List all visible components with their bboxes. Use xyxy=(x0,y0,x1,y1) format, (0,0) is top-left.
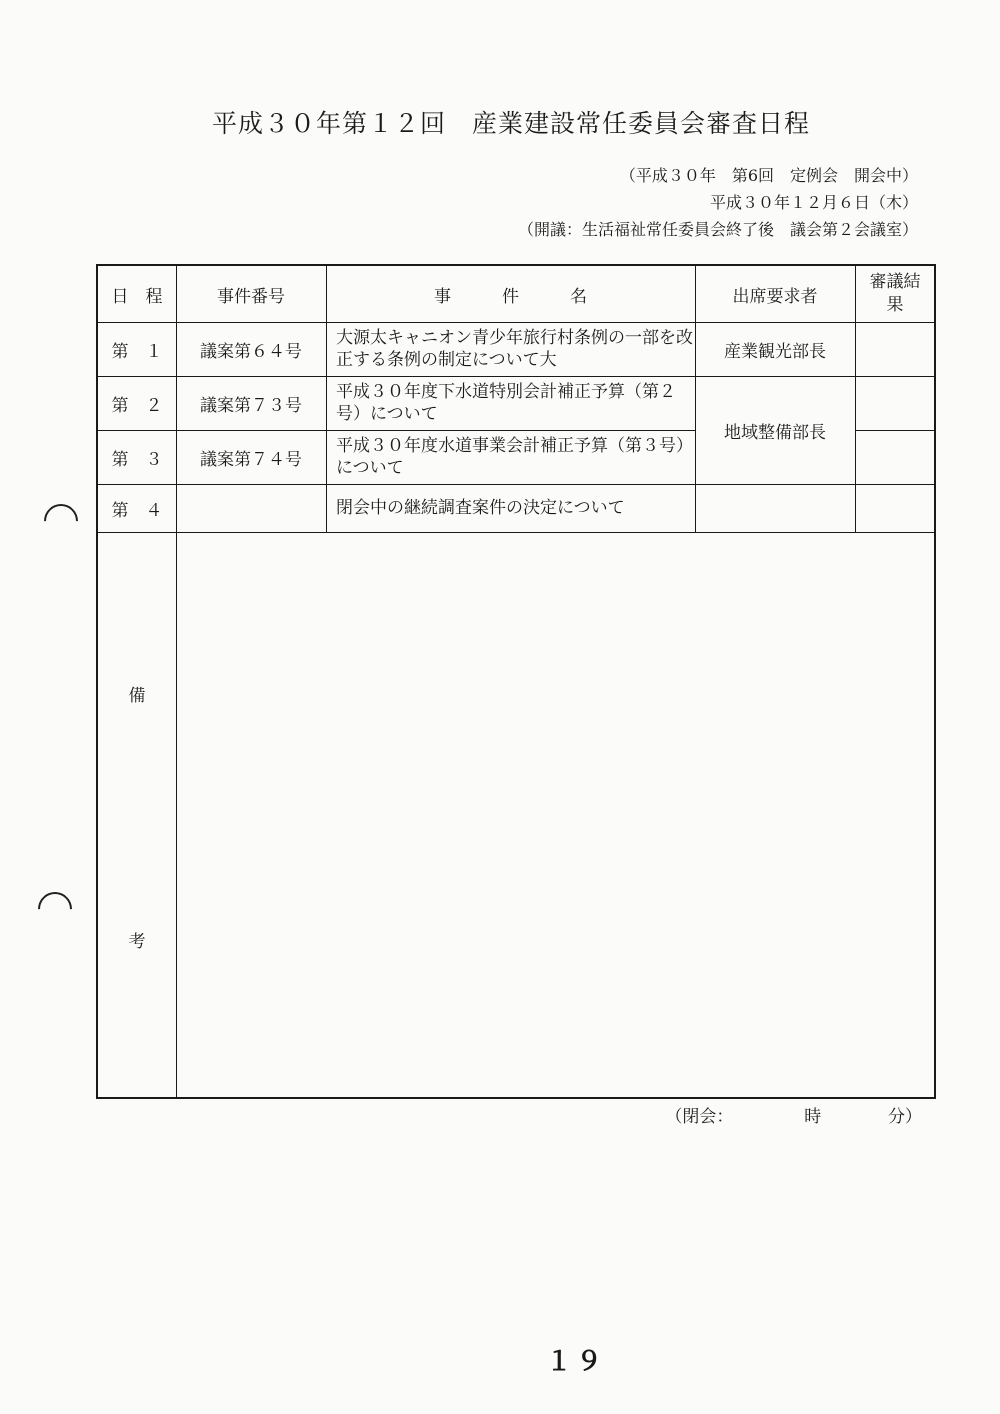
header-case-no: 事件番号 xyxy=(217,286,285,307)
header-attendee: 出席要求者 xyxy=(732,286,818,307)
row-3-case-name: 平成３０年度水道事業会計補正予算（第３号）について xyxy=(336,435,693,478)
row-divider xyxy=(855,430,934,431)
page-number: １９ xyxy=(546,1347,607,1377)
row-2-case-no: 議案第７３号 xyxy=(200,395,302,416)
closing-time xyxy=(665,1102,922,1127)
row-1-schedule: 第 １ xyxy=(111,341,163,362)
row-1-case-name: 大源太キャニオン青少年旅行村条例の一部を改正する条例の制定について大 xyxy=(336,327,693,370)
remarks-area xyxy=(177,533,934,1099)
row-2-schedule: 第 ２ xyxy=(111,395,163,416)
meeting-venue: （開議：生活福祉常任委員会終了後 議会第２会議室） xyxy=(517,220,918,239)
row-3-schedule: 第 ３ xyxy=(111,449,163,470)
header-schedule: 日 程 xyxy=(111,286,163,307)
row-2-case-name: 平成３０年度下水道特別会計補正予算（第２号）について xyxy=(336,381,676,424)
header-result: 審議結果 xyxy=(869,272,921,315)
row-1-case-no: 議案第６４号 xyxy=(200,341,302,362)
remarks-label-1: 備 xyxy=(128,685,146,706)
remarks-label-2: 考 xyxy=(128,931,146,952)
row-3-case-no: 議案第７４号 xyxy=(200,449,302,470)
row-4-schedule: 第 ４ xyxy=(111,500,163,521)
row-4-case-no xyxy=(176,484,326,532)
punch-hole-mark xyxy=(31,885,79,933)
closing-label: （閉会： xyxy=(665,1107,734,1127)
session-info: （平成３０年 第6回 定例会 開会中） xyxy=(619,166,918,185)
schedule-table xyxy=(96,264,936,1099)
col-divider xyxy=(855,266,856,532)
closing-minute-label: 分） xyxy=(888,1107,922,1127)
meeting-date: 平成３０年１２月６日（木） xyxy=(709,193,918,212)
row-2-3-attendee: 地域整備部長 xyxy=(724,422,826,443)
closing-hour-label: 時 xyxy=(804,1107,822,1127)
punch-hole-mark xyxy=(37,497,85,545)
row-4-case-name: 閉会中の継続調査案件の決定について xyxy=(336,497,625,518)
row-1-attendee: 産業観光部長 xyxy=(724,341,826,362)
header-case-name: 事 件 名 xyxy=(434,286,587,307)
page-title: 平成３０年第１２回 産業建設常任委員会審査日程 xyxy=(212,109,811,138)
